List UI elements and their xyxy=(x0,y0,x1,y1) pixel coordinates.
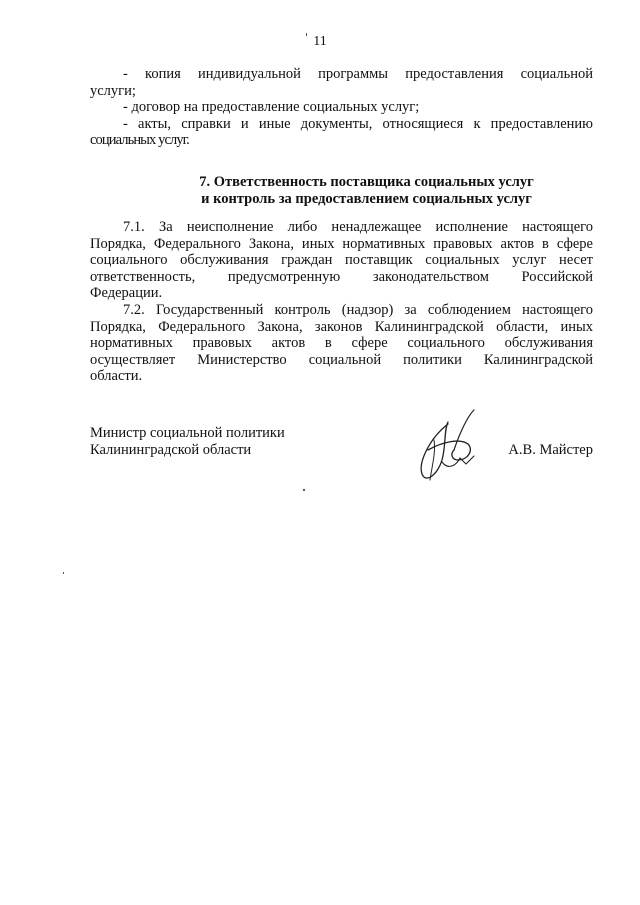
document-list xyxy=(90,66,593,149)
section-heading xyxy=(90,174,593,208)
signatory-position xyxy=(90,425,285,459)
list-item-contract: - договор на предоставление социальных услуг; xyxy=(123,99,420,116)
paragraph-7-1 xyxy=(90,219,593,302)
p71-line: Федерации. xyxy=(90,285,163,302)
p72-line: 7.2. Государственный контроль (надзор) за соблюдением настоящего xyxy=(123,302,593,318)
p72-line: нормативных правовых актов в сфере социального обслуживания xyxy=(90,335,593,352)
list-item-acts: - акты, справки и иные документы, относящиеся к предоставлению xyxy=(123,115,593,132)
list-item-program-copy: - копия индивидуальной программы предоставления социальной xyxy=(123,66,593,82)
p71-line: социального обслуживания граждан поставщик социальных услуг несет xyxy=(90,252,593,269)
p71-line: ответственность, предусмотренную законодательством Российской xyxy=(90,268,593,285)
list-item-acts-cont: социальных услуг. xyxy=(90,132,189,149)
scan-speck xyxy=(306,33,307,36)
paragraph-7-2 xyxy=(90,302,593,385)
handwritten-signature xyxy=(408,404,490,488)
page-number: 11 xyxy=(313,34,327,49)
p72-line: осуществляет Министерство социальной политики Калининградской xyxy=(90,351,593,368)
list-item-program-copy-cont: услуги; xyxy=(90,82,136,99)
section-heading-line-2: и контроль за предоставлением социальных услуг xyxy=(201,191,532,207)
signatory-position-line-1: Министр социальной политики xyxy=(90,425,285,441)
signatory-name: А.В. Майстер xyxy=(508,442,593,458)
p72-line: Порядка, Федерального Закона, законов Калининградской области, иных xyxy=(90,318,593,335)
scan-speck xyxy=(303,489,305,491)
section-heading-line-1: 7. Ответственность поставщика социальных услуг xyxy=(199,174,534,190)
p72-line: области. xyxy=(90,368,143,385)
p71-line: 7.1. За неисполнение либо ненадлежащее исполнение настоящего xyxy=(123,219,593,235)
p71-line: Порядка, Федерального Закона, иных нормативных правовых актов в сфере xyxy=(90,235,593,252)
scan-speck xyxy=(63,572,64,574)
signatory-position-line-2: Калининградской области xyxy=(90,442,252,458)
